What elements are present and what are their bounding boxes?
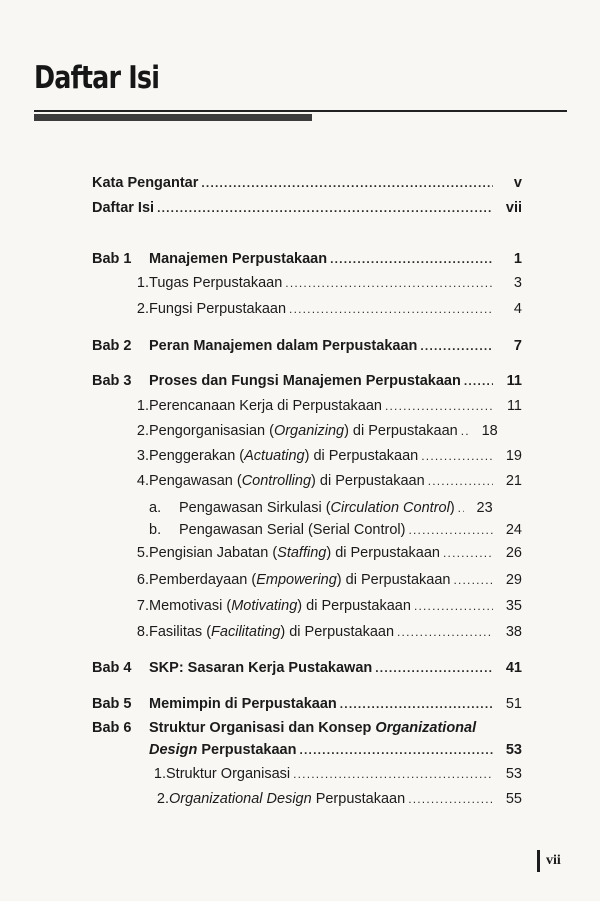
toc-entry-kata-pengantar[interactable]: Kata Pengantar ..... v <box>92 174 522 192</box>
toc-chapter-5[interactable]: Bab 5 Memimpin di Perpustakaan ..... 51 <box>92 695 522 713</box>
toc-entry[interactable]: 1. Perencanaan Kerja di Perpustakaan ..... 11 <box>126 397 522 415</box>
toc-chapter-6-line2[interactable]: Design Perpustakaan ..... 53 <box>149 741 522 759</box>
toc-entry[interactable]: 2. Pengorganisasian (Organizing) di Perpustakaan ..... 18 <box>126 422 522 440</box>
toc-entry[interactable]: 5. Pengisian Jabatan (Staffing) di Perpustakaan ..... 26 <box>126 544 522 562</box>
toc-entry[interactable]: 3. Penggerakan (Actuating) di Perpustakaan ..... 19 <box>126 447 522 465</box>
toc-chapter-3[interactable]: Bab 3 Proses dan Fungsi Manajemen Perpustakaan ..... 11 <box>92 372 522 390</box>
toc-entry-daftar-isi[interactable]: Daftar Isi ..... vii <box>92 199 522 217</box>
toc-chapter-1[interactable]: Bab 1 Manajemen Perpustakaan ..... 1 <box>92 250 522 268</box>
toc-chapter-2[interactable]: Bab 2 Peran Manajemen dalam Perpustakaan ..... 7 <box>92 337 522 355</box>
title-rule-thick <box>34 114 312 121</box>
toc-entry[interactable]: 1. Tugas Perpustakaan ..... 3 <box>126 274 522 292</box>
footer-bar <box>537 850 540 872</box>
toc-subentry[interactable]: a. Pengawasan Sirkulasi (Circulation Control) ..... 23 <box>149 499 522 517</box>
toc-entry[interactable]: 1. Struktur Organisasi ..... 53 <box>149 765 522 783</box>
toc-chapter-6-line1[interactable]: Bab 6 Struktur Organisasi dan Konsep Organizational <box>92 720 477 736</box>
toc-entry[interactable]: 4. Pengawasan (Controlling) di Perpustakaan ..... 21 <box>126 472 522 490</box>
page-title: Daftar Isi <box>34 60 160 96</box>
toc-chapter-4[interactable]: Bab 4 SKP: Sasaran Kerja Pustakawan ..... 41 <box>92 659 522 677</box>
toc-subentry[interactable]: b. Pengawasan Serial (Serial Control) ..... 24 <box>149 521 522 539</box>
toc-entry[interactable]: 7. Memotivasi (Motivating) di Perpustakaan ..... 35 <box>126 597 522 615</box>
toc-entry[interactable]: 8. Fasilitas (Facilitating) di Perpustakaan ..... 38 <box>126 623 522 641</box>
toc-entry[interactable]: 2. Fungsi Perpustakaan ..... 4 <box>126 300 522 318</box>
toc-entry[interactable]: 6. Pemberdayaan (Empowering) di Perpustakaan ..... 29 <box>126 571 522 589</box>
title-rule-thin <box>34 110 567 112</box>
toc-entry[interactable]: 2. Organizational Design Perpustakaan ..... 55 <box>149 790 522 808</box>
page-number: vii <box>546 853 561 868</box>
